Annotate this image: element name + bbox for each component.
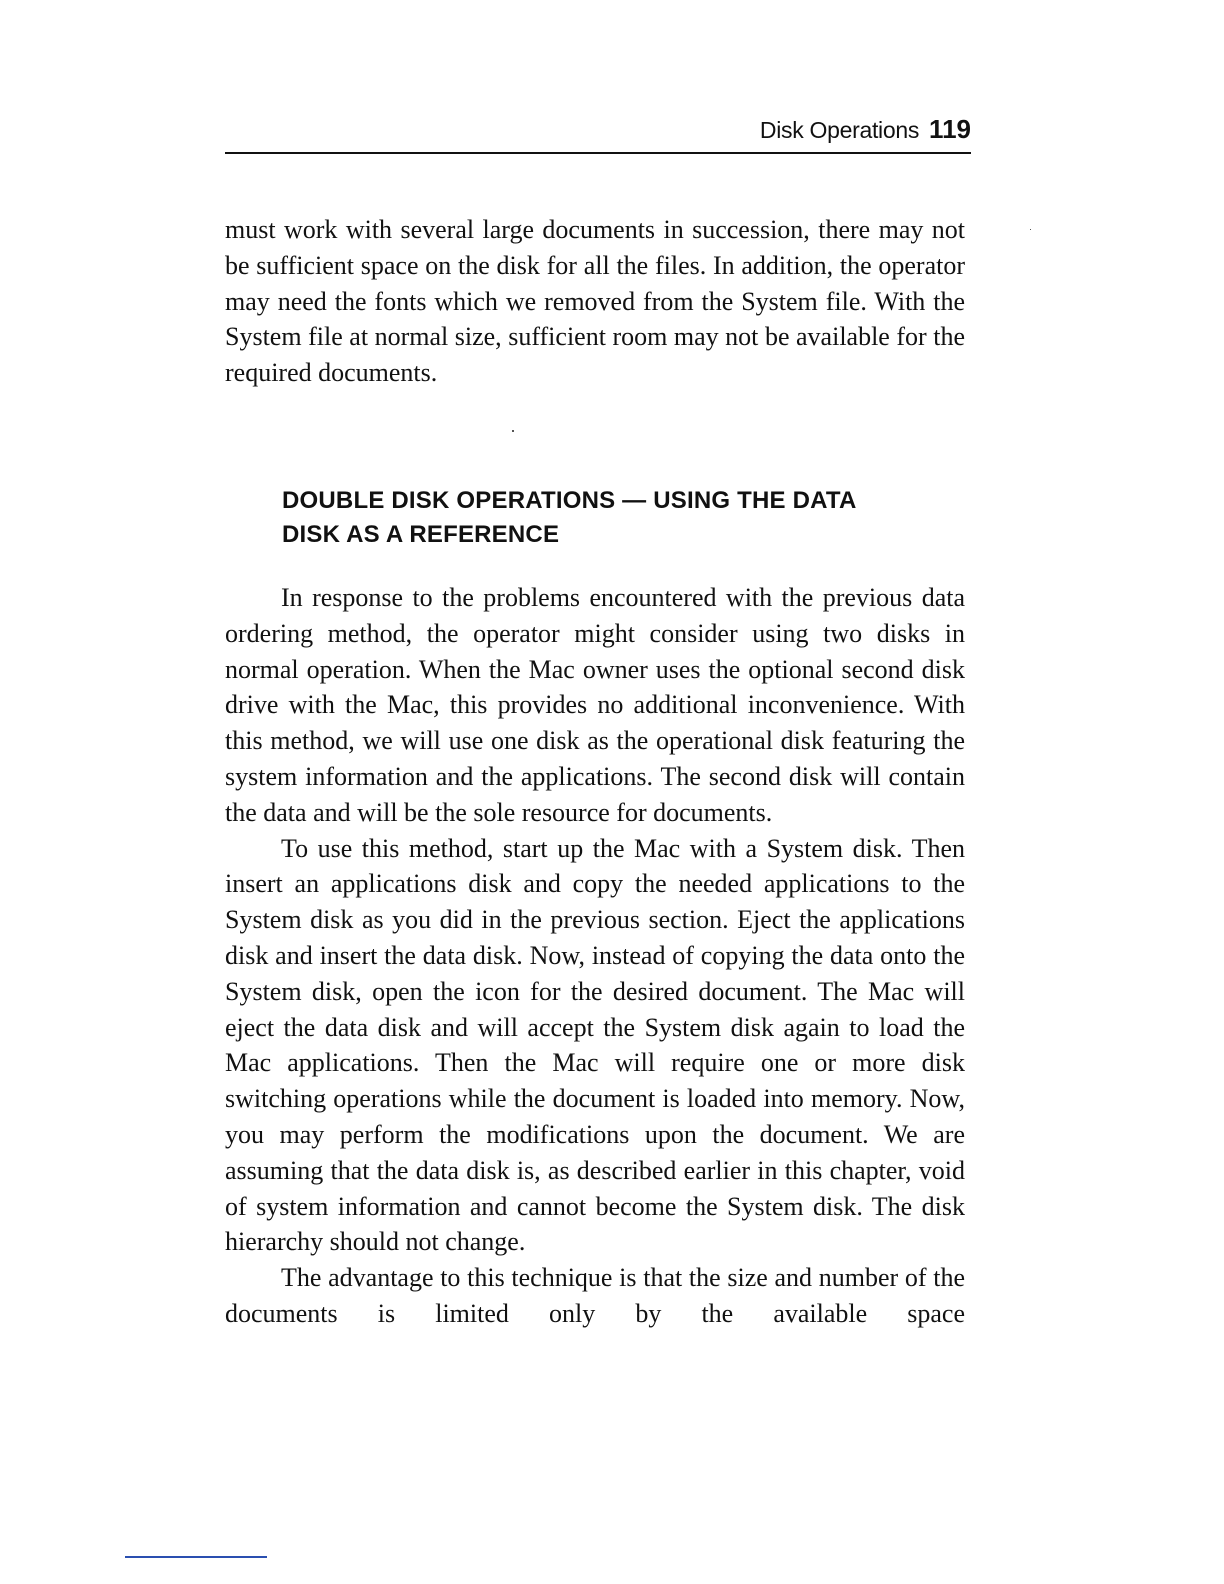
print-speck — [512, 430, 514, 432]
intro-paragraph: must work with several large documents in succession, there may not be sufficient space on the disk for all the files. In addition, the operator may need the fonts which we removed from the System file. With the System file at normal size, sufficient room may not be available for the required documents. — [225, 215, 965, 388]
print-speck — [1030, 229, 1031, 230]
section-heading-line-2: DISK AS A REFERENCE — [282, 521, 560, 548]
main-text-block — [225, 580, 965, 1332]
running-header — [225, 114, 971, 154]
section-heading-line-1: DOUBLE DISK OPERATIONS — USING THE DATA — [282, 487, 857, 514]
body-paragraph: To use this method, start up the Mac with a System disk. Then insert an applications disk and copy the needed applications to the System disk as you did in the previous section. Eject the applications disk and insert the data disk. Now, instead of copying the data onto the System disk, open the icon for the desired document. The Mac will eject the data disk and will accept the System disk again to load the Mac applications. Then the Mac will require one or more disk switching operations while the document is loaded into memory. Now, you may perform the modifications upon the document. We are assuming that the data disk is, as described earlier in this chapter, void of system information and cannot become the System disk. The disk hierarchy should not change. — [225, 833, 965, 1257]
running-header-title: Disk Operations — [759, 117, 920, 143]
body-paragraph: In response to the problems encountered with the previous data ordering method, the operator might consider using two disks in normal operation. When the Mac owner uses the optional second disk drive with the Mac, this provides no additional inconvenience. With this method, we will use one disk as the operational disk featuring the system information and the applications. The second disk will contain the data and will be the sole resource for documents. — [225, 583, 965, 827]
page-number: 119 — [929, 114, 971, 144]
body-paragraph: The advantage to this technique is that the size and number of the documents is limited only by the available space — [225, 1263, 965, 1328]
footer-rule — [125, 1556, 267, 1558]
section-heading — [282, 484, 942, 552]
intro-text-block — [225, 212, 965, 391]
